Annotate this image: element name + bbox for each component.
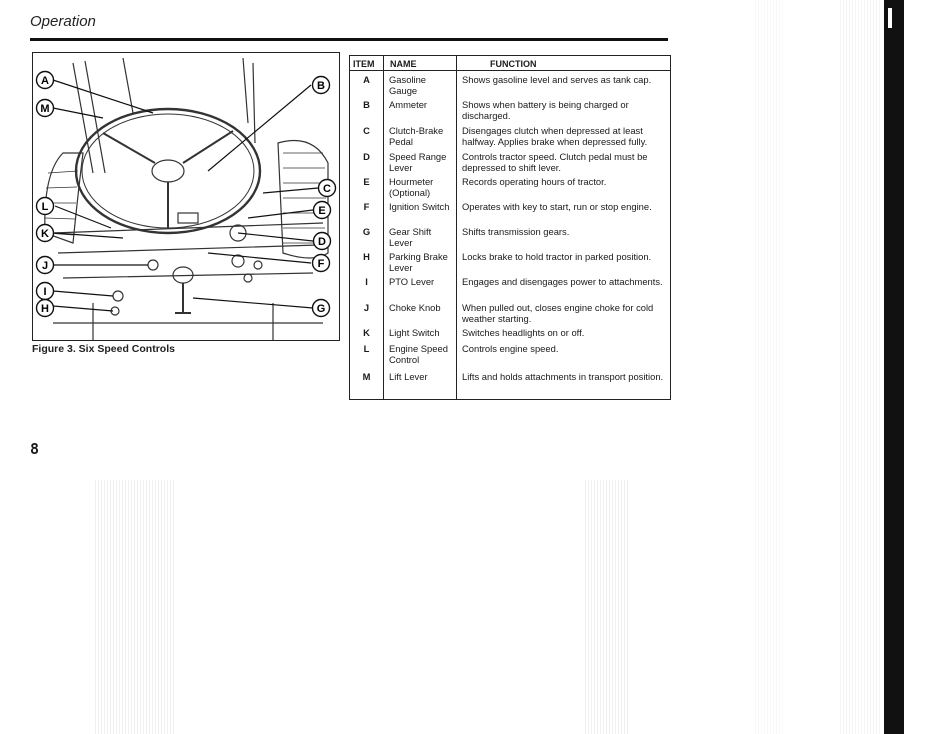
page-number: 8 (30, 440, 40, 458)
row-name: Lift Lever (389, 371, 428, 382)
row-name: Ammeter (389, 99, 428, 110)
scan-noise (840, 0, 880, 734)
svg-text:B: B (317, 80, 325, 92)
svg-text:C: C (323, 183, 331, 195)
header-rule (30, 38, 668, 41)
scan-noise (95, 480, 175, 734)
callout-j (37, 257, 54, 274)
row-function: Disengages clutch when depressed at least halfway. Applies brake when depressed fully. (462, 125, 648, 147)
callout-e (314, 202, 331, 219)
tractor-controls-illustration (33, 53, 339, 340)
row-item: J (363, 302, 370, 313)
callout-k (37, 225, 54, 242)
row-item: B (363, 99, 370, 110)
row-item: F (363, 201, 370, 212)
binding-edge-notch (888, 8, 892, 28)
svg-text:D: D (318, 236, 326, 248)
callout-m (37, 100, 54, 117)
header-item: ITEM (353, 59, 375, 69)
scan-noise (585, 480, 630, 734)
row-function: Engages and disengages power to attachments. (462, 276, 663, 287)
row-name: Gasoline Gauge (389, 74, 427, 96)
callout-b (313, 77, 330, 94)
row-item: K (363, 327, 370, 338)
row-name: Choke Knob (389, 302, 441, 313)
page-title: Operation (30, 13, 96, 30)
row-function: Operates with key to start, run or stop engine. (462, 201, 652, 212)
header-row-rule (350, 70, 670, 71)
figure-caption: Figure 3. Six Speed Controls (32, 343, 175, 355)
row-item: E (363, 176, 370, 187)
controls-table (349, 55, 671, 400)
row-name: Parking Brake Lever (389, 251, 448, 273)
row-item: L (363, 343, 370, 354)
row-item: H (363, 251, 370, 262)
row-item: M (362, 371, 371, 382)
svg-text:L: L (41, 201, 49, 213)
column-divider (456, 56, 457, 399)
svg-text:K: K (41, 228, 49, 240)
callout-h (37, 300, 54, 317)
row-name: Light Switch (389, 327, 440, 338)
callout-c (319, 180, 336, 197)
row-name: PTO Lever (389, 276, 435, 287)
row-item: G (362, 226, 371, 237)
callout-l (37, 198, 54, 215)
row-function: Switches headlights on or off. (462, 327, 585, 338)
row-function: Locks brake to hold tractor in parked position. (462, 251, 652, 262)
row-item: C (363, 125, 370, 136)
row-name: Engine Speed Control (389, 343, 448, 365)
row-function: Shifts transmission gears. (462, 226, 570, 237)
svg-text:H: H (41, 303, 49, 315)
row-name: Clutch-Brake Pedal (389, 125, 444, 147)
svg-text:E: E (318, 205, 326, 217)
svg-text:I: I (43, 286, 47, 298)
header-function: FUNCTION (490, 59, 537, 69)
svg-text:J: J (41, 260, 49, 272)
row-name: Ignition Switch (389, 201, 450, 212)
callout-f (313, 255, 330, 272)
row-function: Records operating hours of tractor. (462, 176, 607, 187)
row-name: Speed Range Lever (389, 151, 447, 173)
column-divider (383, 56, 384, 399)
callout-a (37, 72, 54, 89)
row-item: D (363, 151, 370, 162)
svg-text:A: A (41, 75, 49, 87)
row-function: When pulled out, closes engine choke for cold weather starting. (462, 302, 654, 324)
callout-g (313, 300, 330, 317)
row-item: I (365, 276, 368, 287)
header-name: NAME (390, 59, 417, 69)
binding-edge (884, 0, 904, 734)
callout-i (37, 283, 54, 300)
tractor-controls-figure (32, 52, 340, 341)
row-function: Lifts and holds attachments in transport position. (462, 371, 664, 382)
row-name: Hourmeter (Optional) (389, 176, 434, 198)
row-item: A (363, 74, 370, 85)
row-function: Controls engine speed. (462, 343, 559, 354)
row-function: Shows gasoline level and serves as tank cap. (462, 74, 652, 85)
svg-text:G: G (316, 303, 326, 315)
svg-text:F: F (317, 258, 325, 270)
callout-d (314, 233, 331, 250)
row-name: Gear Shift Lever (389, 226, 432, 248)
scan-noise (755, 0, 785, 734)
row-function: Shows when battery is being charged or discharged. (462, 99, 629, 121)
svg-text:M: M (40, 103, 50, 115)
row-function: Controls tractor speed. Clutch pedal must be depressed to shift lever. (462, 151, 648, 173)
